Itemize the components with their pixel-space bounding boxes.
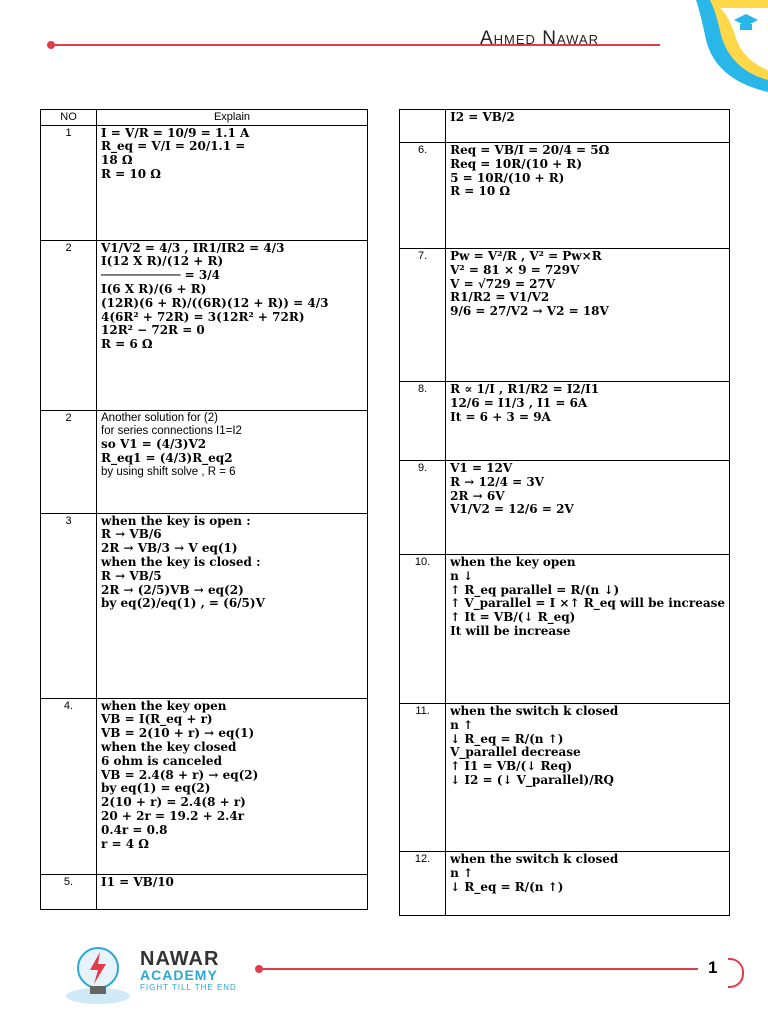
row-explanation — [446, 110, 730, 143]
row-number: 2 — [41, 240, 97, 410]
equation-line: 4(6R² + 72R) = 3(12R² + 72R) — [101, 309, 305, 324]
equation-line: ↑ V_parallel = I ×↑ R_eq will be increase — [450, 596, 725, 611]
row-number: 7. — [400, 249, 446, 382]
equation-line: n ↓ — [450, 568, 474, 583]
equation-line: by using shift solve , R = 6 — [101, 465, 236, 478]
equation-line: R ∝ 1/I , R1/R2 = I2/I1 — [450, 382, 600, 396]
row-number: 4. — [41, 698, 97, 874]
solutions-table-left — [40, 109, 368, 910]
equation-line: 9/6 = 27/V2 → V2 = 18V — [450, 304, 609, 319]
equation-line: V² = 81 × 9 = 729V — [450, 262, 580, 277]
equation-line: V1/V2 = 12/6 = 2V — [450, 502, 574, 517]
equation-line: V1 = 12V — [450, 461, 513, 475]
equation-line: 2(10 + r) = 2.4(8 + r) — [101, 795, 246, 810]
row-explanation — [446, 852, 730, 916]
equation-line: n ↑ — [450, 717, 474, 732]
table-row — [400, 555, 730, 704]
equation-line: 0.4r = 0.8 — [101, 822, 168, 837]
row-explanation — [97, 125, 368, 240]
equation-line: 2R → 6V — [450, 488, 505, 503]
equation-line: 5 = 10R/(10 + R) — [450, 170, 565, 185]
row-number — [400, 110, 446, 143]
row-explanation — [97, 698, 368, 874]
table-row — [41, 125, 368, 240]
equation-line: ↓ I2 = (↓ V_parallel)/RQ — [450, 772, 614, 787]
author-name: Ahmed Nawar — [480, 28, 599, 49]
equation-line: R_eq = V/I = 20/1.1 = — [101, 139, 246, 154]
equation-line: It = 6 + 3 = 9A — [450, 409, 551, 424]
row-number: 12. — [400, 852, 446, 916]
logo-tagline: FIGHT TILL THE END — [140, 983, 237, 992]
equation-line: R → VB/6 — [101, 527, 162, 542]
equation-line: VB = I(R_eq + r) — [101, 712, 213, 727]
logo-title: NAWAR — [140, 948, 220, 970]
page-number-bracket — [728, 958, 744, 988]
row-number: 1 — [41, 125, 97, 240]
page-number: 1 — [708, 958, 718, 977]
table-row — [400, 461, 730, 555]
equation-line: by eq(2)/eq(1) , = (6/5)V — [101, 596, 265, 611]
row-number: 2 — [41, 410, 97, 513]
row-explanation — [446, 704, 730, 852]
equation-line: V_parallel decrease — [450, 745, 581, 760]
equation-line: I2 = VB/2 — [450, 110, 515, 124]
table-row — [400, 110, 730, 143]
equation-line: VB = 2.4(8 + r) → eq(2) — [101, 767, 259, 782]
row-explanation — [97, 513, 368, 698]
equation-line: R_eq1 = (4/3)R_eq2 — [101, 450, 233, 465]
equation-line: ↑ It = VB/(↓ R_eq) — [450, 610, 576, 625]
solutions-table-right — [399, 109, 730, 916]
table-row — [400, 704, 730, 852]
table-row — [41, 874, 368, 909]
equation-line: R → VB/5 — [101, 568, 162, 583]
footer-rule — [258, 968, 698, 970]
table-row — [400, 382, 730, 461]
equation-line: when the key open — [101, 698, 227, 713]
equation-line: R → 12/4 = 3V — [450, 474, 544, 489]
row-explanation — [446, 382, 730, 461]
equation-line: I(6 X R)/(6 + R) — [101, 282, 207, 297]
table-row — [41, 513, 368, 698]
row-number: 5. — [41, 874, 97, 909]
row-explanation — [446, 143, 730, 249]
equation-line: when the key open — [450, 555, 576, 569]
equation-line: V = √729 = 27V — [450, 276, 556, 291]
col-header-no: NO — [41, 110, 97, 126]
row-explanation — [446, 461, 730, 555]
equation-line: I = V/R = 10/9 = 1.1 A — [101, 125, 250, 140]
table-row — [41, 410, 368, 513]
table-row — [400, 249, 730, 382]
equation-line: 2R → (2/5)VB → eq(2) — [101, 582, 244, 597]
equation-line: 2R → VB/3 → V eq(1) — [101, 541, 238, 556]
equation-line: when the switch k closed — [450, 852, 619, 866]
row-number: 3 — [41, 513, 97, 698]
row-number: 9. — [400, 461, 446, 555]
row-explanation — [446, 249, 730, 382]
equation-line: Req = 10R/(10 + R) — [450, 156, 583, 171]
equation-line: by eq(1) = eq(2) — [101, 781, 211, 796]
equation-line: Pw = V²/R , V² = Pw×R — [450, 249, 602, 263]
equation-line: R1/R2 = V1/V2 — [450, 290, 550, 305]
equation-line: 12/6 = I1/3 , I1 = 6A — [450, 395, 588, 410]
equation-line: 20 + 2r = 19.2 + 2.4r — [101, 809, 245, 824]
equation-line: r = 4 Ω — [101, 836, 149, 851]
equation-line: Req = VB/I = 20/4 = 5Ω — [450, 143, 610, 157]
table-row — [400, 143, 730, 249]
equation-line: when the key is open : — [101, 513, 251, 528]
equation-line: when the key closed — [101, 740, 237, 755]
row-explanation — [97, 410, 368, 513]
equation-line: ↓ R_eq = R/(n ↑) — [450, 731, 564, 746]
table-row — [41, 240, 368, 410]
equation-line: (12R)(6 + R)/((6R)(12 + R)) = 4/3 — [101, 295, 329, 310]
row-number: 10. — [400, 555, 446, 704]
equation-line: when the switch k closed — [450, 704, 619, 718]
equation-line: V1/V2 = 4/3 , IR1/IR2 = 4/3 — [101, 240, 285, 255]
table-header-row — [41, 110, 368, 126]
equation-line: R = 10 Ω — [101, 167, 161, 182]
col-header-explain: Explain — [97, 110, 368, 126]
corner-graduation-logo — [676, 0, 768, 92]
equation-line: when the key is closed : — [101, 555, 261, 570]
logo-subtitle: ACADEMY — [140, 967, 218, 983]
equation-line: ↑ R_eq parallel = R/(n ↓) — [450, 582, 620, 597]
equation-line: ─────────── = 3/4 — [101, 268, 220, 283]
equation-line: so V1 = (4/3)V2 — [101, 437, 207, 452]
row-explanation — [446, 555, 730, 704]
equation-line: Another solution for (2) — [101, 411, 218, 424]
row-explanation — [97, 240, 368, 410]
equation-line: 6 ohm is canceled — [101, 753, 222, 768]
equation-line: 18 Ω — [101, 153, 133, 168]
equation-line: R = 10 Ω — [450, 184, 511, 199]
equation-line: ↑ I1 = VB/(↓ Req) — [450, 759, 573, 774]
equation-line: It will be increase — [450, 623, 571, 638]
equation-line: VB = 2(10 + r) → eq(1) — [101, 726, 255, 741]
table-row — [400, 852, 730, 916]
equation-line: ↓ R_eq = R/(n ↑) — [450, 879, 564, 894]
table-row — [41, 698, 368, 874]
equation-line: I(12 X R)/(12 + R) — [101, 254, 224, 269]
row-number: 8. — [400, 382, 446, 461]
row-number: 6. — [400, 143, 446, 249]
equation-line: R = 6 Ω — [101, 337, 153, 352]
row-number: 11. — [400, 704, 446, 852]
equation-line: n ↑ — [450, 865, 474, 880]
row-explanation — [97, 874, 368, 909]
equation-line: 12R² − 72R = 0 — [101, 323, 205, 338]
equation-line: I1 = VB/10 — [101, 874, 174, 889]
equation-line: for series connections I1=I2 — [101, 424, 242, 437]
